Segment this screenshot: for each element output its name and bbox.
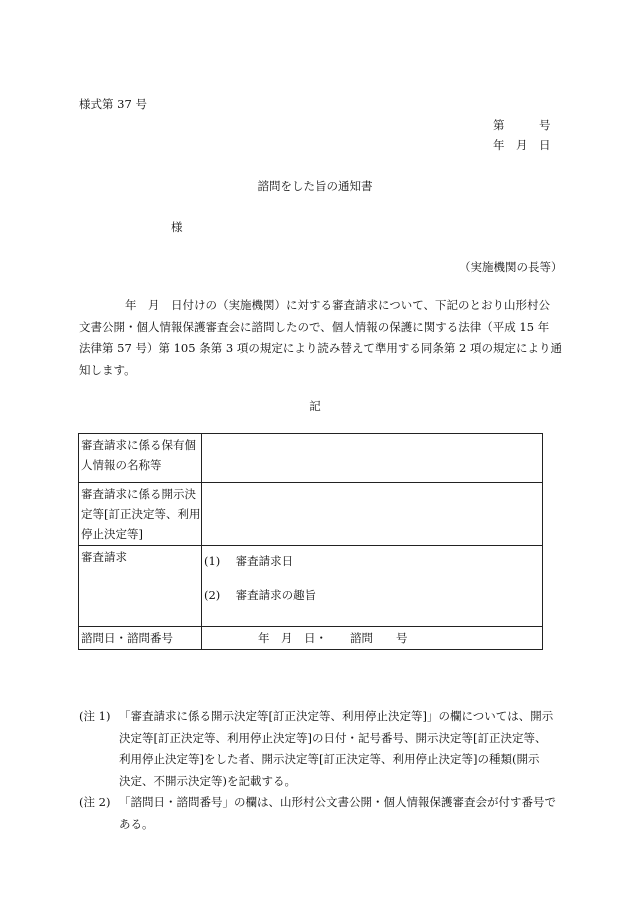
label-retained-info <box>79 434 202 483</box>
label-line: 定等[訂正決定等、利用 <box>81 507 201 521</box>
body-paragraph <box>79 295 562 381</box>
form-number: 様式第 37 号 <box>79 97 147 111</box>
document-date: 年 月 日 <box>493 138 551 152</box>
details-table <box>78 433 543 650</box>
addressee: 様 <box>171 220 183 234</box>
item-number: (1) <box>204 554 221 568</box>
value-appeal <box>202 546 543 627</box>
note-text <box>119 792 589 835</box>
note-line: 「諮問日・諮問番号」の欄は、山形村公文書公開・個人情報保護審査会が付す番号で <box>119 795 556 809</box>
appeal-date-item <box>204 547 540 571</box>
body-line: 年 月 日付けの（実施機関）に対する審査請求について、下記のとおり山形村公 <box>79 298 551 312</box>
label-consultation: 諮問日・諮問番号 <box>79 627 202 650</box>
table-row <box>79 546 543 627</box>
label-line: 審査請求に係る保有個 <box>81 438 196 452</box>
note-line: 決定、不開示決定等)を記載する。 <box>119 773 296 788</box>
value-consultation <box>202 627 543 650</box>
label-line: 審査請求に係る開示決 <box>81 487 196 501</box>
ki-heading: 記 <box>309 399 321 413</box>
label-appeal: 審査請求 <box>79 546 202 627</box>
document-number: 第 号 <box>493 118 551 132</box>
item-label: 審査請求の趣旨 <box>235 588 317 602</box>
item-label: 審査請求日 <box>235 554 294 568</box>
table-row <box>79 627 543 650</box>
consultation-value: 年 月 日・ 諮問 号 <box>258 631 408 645</box>
note-text <box>119 706 589 792</box>
sender: （実施機関の長等） <box>459 260 563 274</box>
note-line: 決定等[訂正決定等、利用停止決定等]の日付・記号番号、開示決定等[訂正決定等、 <box>119 730 547 745</box>
note-2 <box>79 792 589 835</box>
notes <box>79 706 589 835</box>
value-disclosure-decision <box>202 483 543 546</box>
label-line: 人情報の名称等 <box>81 458 162 472</box>
body-line: 法律第 57 号）第 105 条第 3 項の規定により読み替えて準用する同条第 2 項の規定により通 <box>79 341 562 355</box>
label-line: 停止決定等] <box>81 527 143 541</box>
note-line: 「審査請求に係る開示決定等[訂正決定等、利用停止決定等]」の欄については、開示 <box>119 709 554 723</box>
appeal-purpose-item <box>204 571 540 605</box>
table-row <box>79 483 543 546</box>
value-retained-info <box>202 434 543 483</box>
table-row <box>79 434 543 483</box>
label-disclosure-decision <box>79 483 202 546</box>
note-line: 利用停止決定等]をした者、開示決定等[訂正決定等、利用停止決定等]の種類(開示 <box>119 752 540 766</box>
body-line: 知します。 <box>79 362 136 377</box>
document-title: 諮問をした旨の通知書 <box>257 179 373 193</box>
note-marker: (注 1) <box>79 709 111 723</box>
note-1 <box>79 706 589 792</box>
note-line: ある。 <box>119 816 154 831</box>
body-line: 文書公開・個人情報保護審査会に諮問したので、個人情報の保護に関する法律（平成 15 年 <box>79 319 550 334</box>
item-number: (2) <box>204 588 221 602</box>
note-marker: (注 2) <box>79 795 111 809</box>
